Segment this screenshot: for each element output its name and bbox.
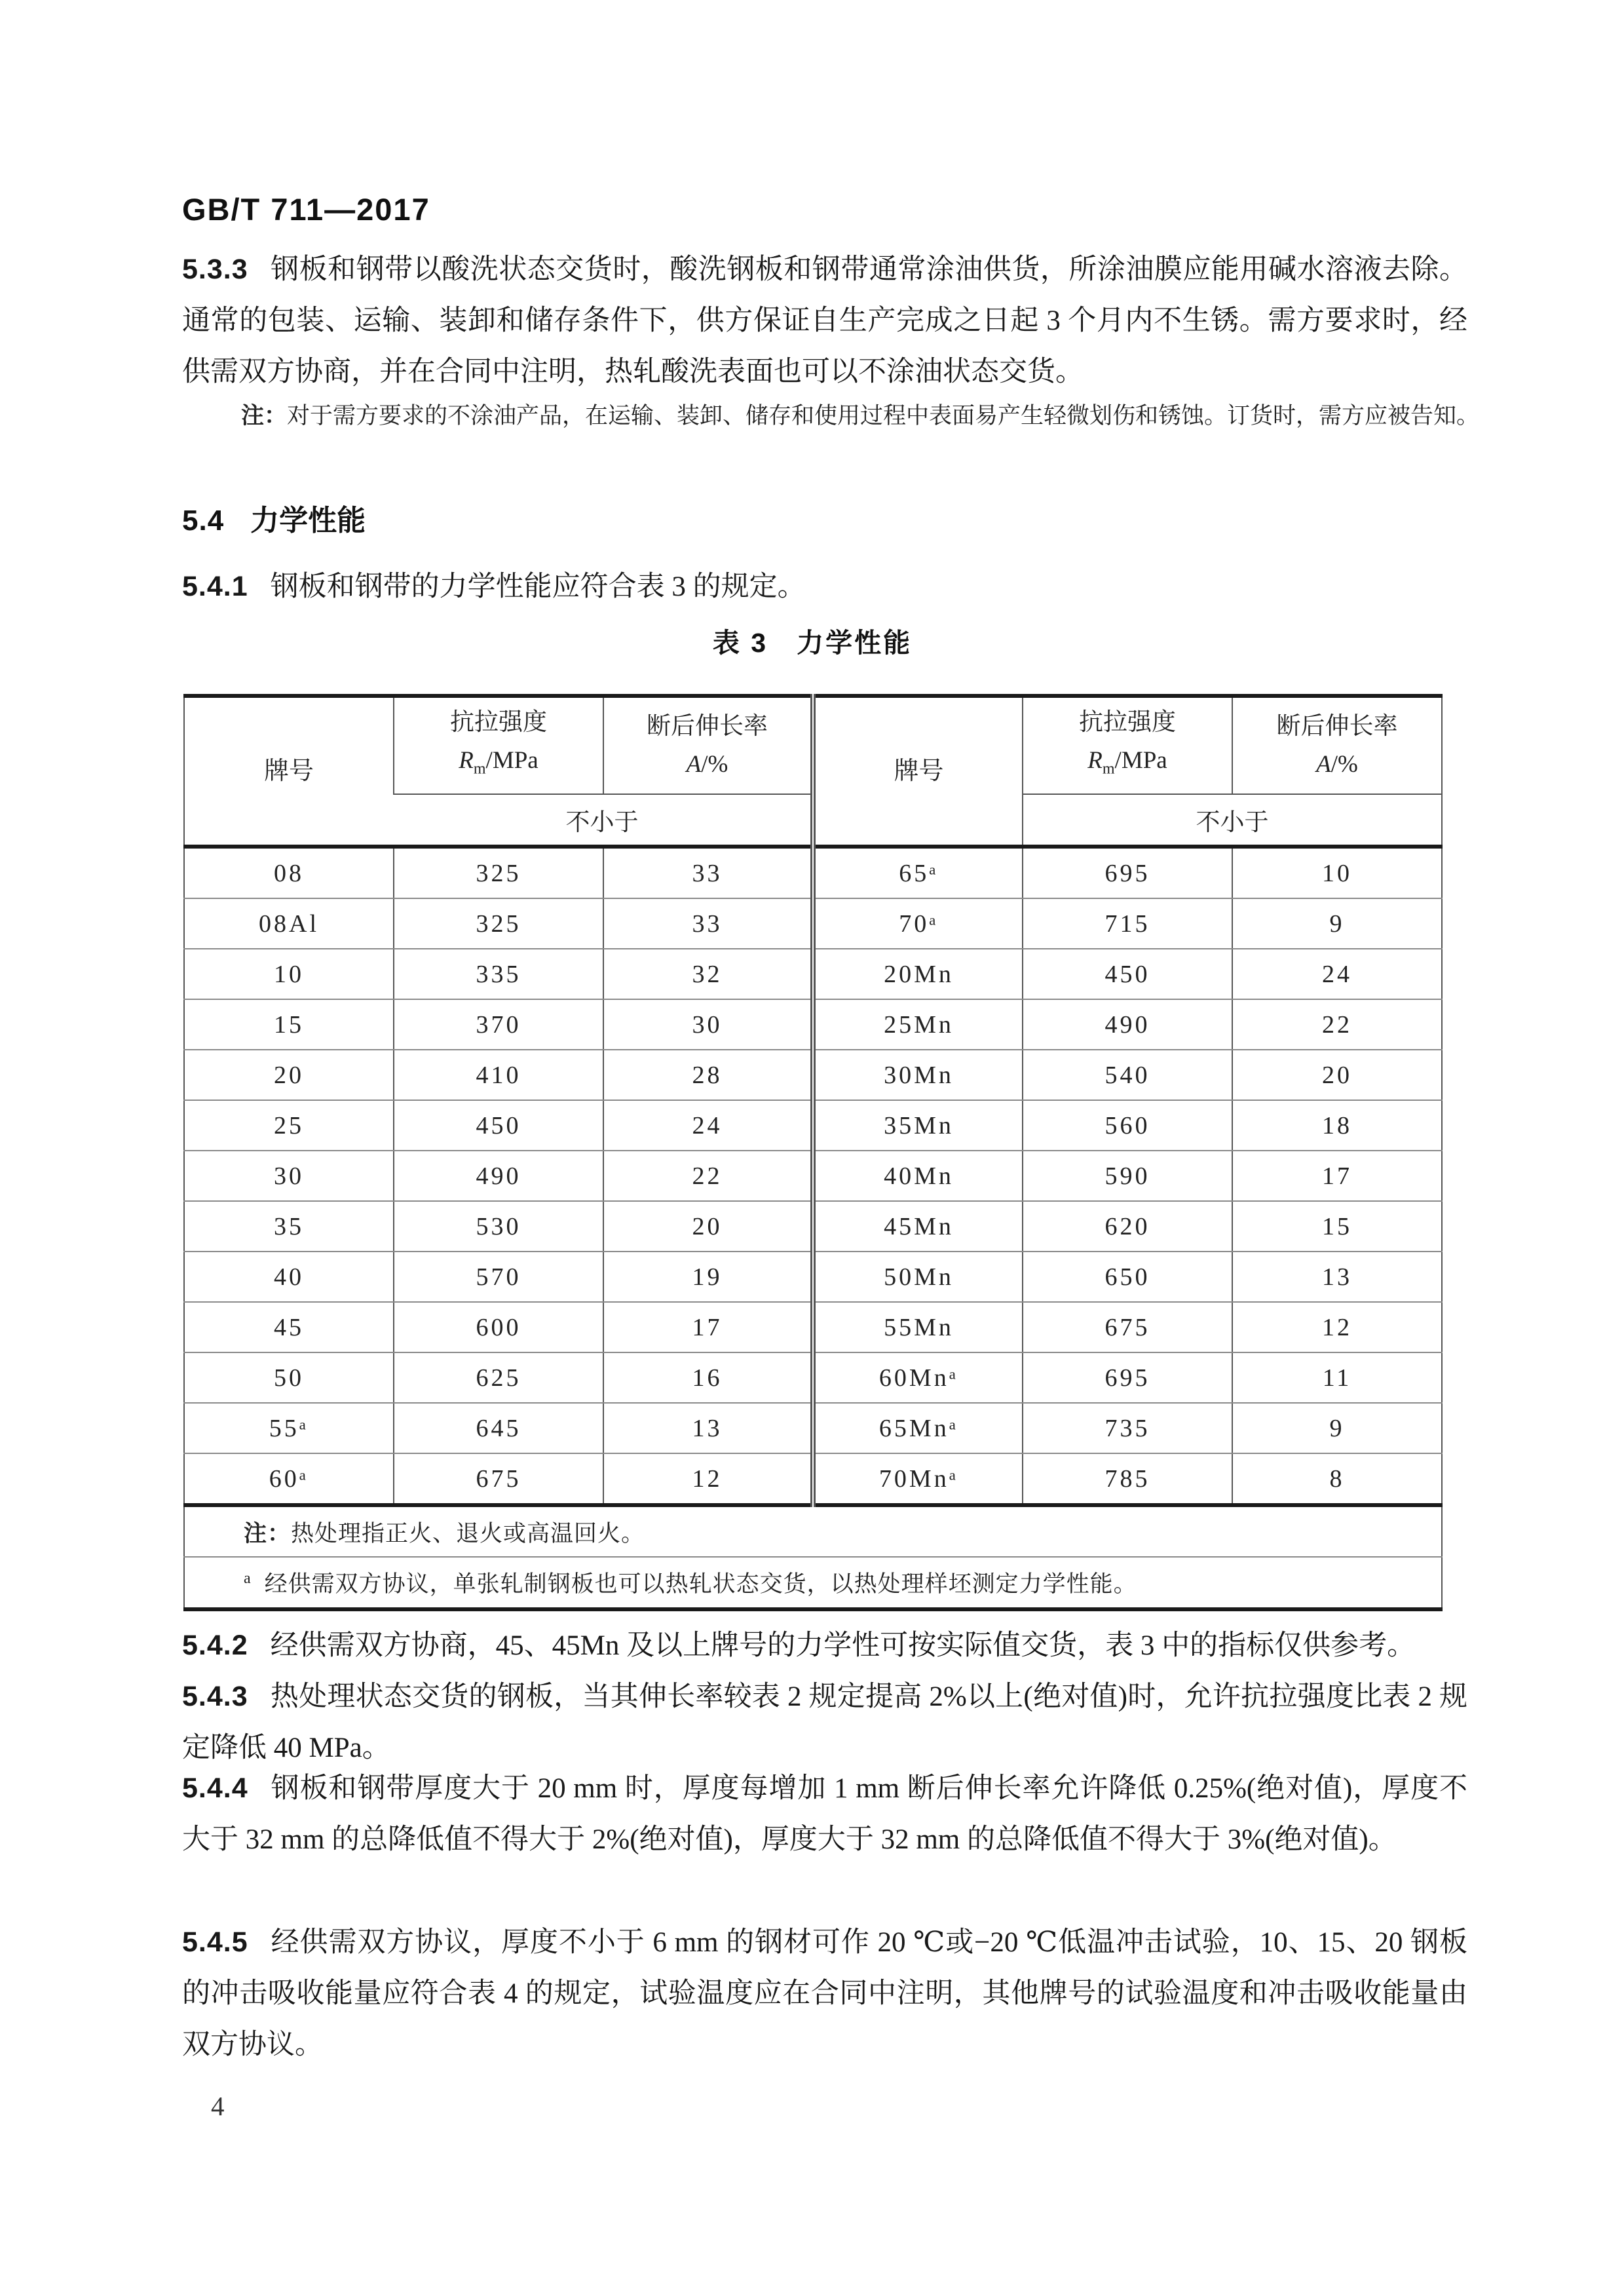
header-tensile-right: 抗拉强度 $R_m$/MPa — [1023, 696, 1232, 794]
table-row — [184, 1453, 1442, 1505]
value-cell: 15 — [1232, 1201, 1442, 1252]
clause-5-4-3-text: 热处理状态交货的钢板，当其伸长率较表 2 规定提高 2%以上(绝对值)时，允许抗拉强度比表 2 规定降低 40 MPa。 — [182, 1681, 1467, 1763]
value-cell: 32 — [603, 949, 813, 999]
value-cell: 325 — [394, 898, 603, 949]
value-cell: 695 — [1023, 847, 1232, 898]
table-3-mechanical-properties — [183, 694, 1443, 1611]
table-row — [184, 898, 1442, 949]
clause-5-4-4-text: 钢板和钢带厚度大于 20 mm 时，厚度每增加 1 mm 断后伸长率允许降低 0.25%(绝对值)，厚度不大于 32 mm 的总降低值不得大于 2%(绝对值)，厚度大于 32 mm 的总降低值不得大于 3%(绝对值)。 — [182, 1773, 1467, 1855]
grade-cell: 35 — [184, 1201, 394, 1252]
not-less-than-right: 不小于 — [1023, 794, 1442, 847]
value-cell: 9 — [1232, 1403, 1442, 1453]
table-row — [184, 1403, 1442, 1453]
clause-5-3-3 — [182, 244, 1467, 398]
table-footnote — [184, 1557, 1442, 1609]
grade-cell: 10 — [184, 949, 394, 999]
value-cell: 620 — [1023, 1201, 1232, 1252]
grade-cell: 45 — [184, 1302, 394, 1352]
grade-cell: 50Mn — [813, 1252, 1023, 1302]
value-cell: 715 — [1023, 898, 1232, 949]
grade-cell: 40 — [184, 1252, 394, 1302]
grade-cell: 35Mn — [813, 1100, 1023, 1151]
grade-cell: 40Mn — [813, 1151, 1023, 1201]
value-cell: 11 — [1232, 1352, 1442, 1403]
header-elongation-right: 断后伸长率 A/% — [1232, 696, 1442, 794]
header-grade-left: 牌号 — [184, 696, 394, 847]
grade-cell: 65ᵃ — [813, 847, 1023, 898]
grade-cell: 55ᵃ — [184, 1403, 394, 1453]
value-cell: 10 — [1232, 847, 1442, 898]
table-row — [184, 1302, 1442, 1352]
table-note — [184, 1505, 1442, 1557]
grade-cell: 20Mn — [813, 949, 1023, 999]
grade-cell: 70Mnᵃ — [813, 1453, 1023, 1505]
value-cell: 560 — [1023, 1100, 1232, 1151]
page-number: 4 — [211, 2091, 225, 2121]
note-label: 注： — [241, 403, 288, 429]
value-cell: 490 — [1023, 999, 1232, 1050]
clause-5-4-2-number: 5.4.2 — [182, 1630, 248, 1661]
grade-cell: 25 — [184, 1100, 394, 1151]
value-cell: 17 — [603, 1302, 813, 1352]
clause-5-4-1-number: 5.4.1 — [182, 571, 248, 602]
value-cell: 650 — [1023, 1252, 1232, 1302]
table-footnote-row — [184, 1557, 1442, 1609]
table-note-text: 热处理指正火、退火或高温回火。 — [291, 1520, 645, 1546]
value-cell: 675 — [394, 1453, 603, 1505]
grade-cell: 45Mn — [813, 1201, 1023, 1252]
grade-cell: 08Al — [184, 898, 394, 949]
footnote-marker: a — [244, 1570, 252, 1588]
grade-cell: 15 — [184, 999, 394, 1050]
heading-5-4-number: 5.4 — [182, 505, 225, 537]
grade-cell: 30Mn — [813, 1050, 1023, 1100]
value-cell: 530 — [394, 1201, 603, 1252]
table-row — [184, 1050, 1442, 1100]
table-row — [184, 949, 1442, 999]
table-note-row — [184, 1505, 1442, 1557]
value-cell: 540 — [1023, 1050, 1232, 1100]
clause-5-4-2-text: 经供需双方协商，45、45Mn 及以上牌号的力学性可按实际值交货，表 3 中的指标仅供参考。 — [270, 1630, 1416, 1661]
heading-5-4 — [182, 497, 366, 539]
value-cell: 735 — [1023, 1403, 1232, 1453]
clause-5-3-3-number: 5.3.3 — [182, 254, 248, 285]
grade-cell: 25Mn — [813, 999, 1023, 1050]
table-row — [184, 847, 1442, 898]
value-cell: 33 — [603, 898, 813, 949]
clause-5-4-3 — [182, 1671, 1467, 1774]
value-cell: 17 — [1232, 1151, 1442, 1201]
clause-5-4-1 — [182, 561, 1467, 613]
value-cell: 20 — [1232, 1050, 1442, 1100]
table-row — [184, 1252, 1442, 1302]
value-cell: 19 — [603, 1252, 813, 1302]
standard-number: GB/T 711—2017 — [182, 192, 430, 227]
value-cell: 28 — [603, 1050, 813, 1100]
table-row — [184, 1201, 1442, 1252]
value-cell: 12 — [1232, 1302, 1442, 1352]
clause-5-3-3-note — [241, 393, 1515, 439]
value-cell: 8 — [1232, 1453, 1442, 1505]
footnote-text: 经供需双方协议，单张轧制钢板也可以热轧状态交货，以热处理样坯测定力学性能。 — [264, 1571, 1137, 1597]
grade-cell: 60Mnᵃ — [813, 1352, 1023, 1403]
grade-cell: 55Mn — [813, 1302, 1023, 1352]
clause-5-4-1-text: 钢板和钢带的力学性能应符合表 3 的规定。 — [270, 571, 806, 602]
grade-cell: 08 — [184, 847, 394, 898]
table-row — [184, 999, 1442, 1050]
value-cell: 22 — [603, 1151, 813, 1201]
grade-cell: 65Mnᵃ — [813, 1403, 1023, 1453]
value-cell: 590 — [1023, 1151, 1232, 1201]
header-grade-right: 牌号 — [813, 696, 1023, 847]
value-cell: 24 — [603, 1100, 813, 1151]
table-note-label: 注： — [244, 1520, 292, 1546]
grade-cell: 60ᵃ — [184, 1453, 394, 1505]
value-cell: 490 — [394, 1151, 603, 1201]
header-elongation-left: 断后伸长率 A/% — [603, 696, 813, 794]
value-cell: 570 — [394, 1252, 603, 1302]
clause-5-4-3-number: 5.4.3 — [182, 1681, 248, 1712]
value-cell: 12 — [603, 1453, 813, 1505]
value-cell: 22 — [1232, 999, 1442, 1050]
grade-cell: 70ᵃ — [813, 898, 1023, 949]
clause-5-3-3-text: 钢板和钢带以酸洗状态交货时，酸洗钢板和钢带通常涂油供货，所涂油膜应能用碱水溶液去除。通常的包装、运输、装卸和储存条件下，供方保证自生产完成之日起 3 个月内不生锈。需方要求时，经供需双方协商，并在合同中注明，热轧酸洗表面也可以不涂油状态交货。 — [182, 254, 1467, 387]
value-cell: 625 — [394, 1352, 603, 1403]
value-cell: 785 — [1023, 1453, 1232, 1505]
value-cell: 410 — [394, 1050, 603, 1100]
table-row — [184, 1352, 1442, 1403]
table-3-caption: 表 3 力学性能 — [712, 628, 913, 658]
clause-5-4-5-text: 经供需双方协议，厚度不小于 6 mm 的钢材可作 20 ℃或−20 ℃低温冲击试验，10、15、20 钢板的冲击吸收能量应符合表 4 的规定，试验温度应在合同中注明，其他牌号的试验温度和冲击吸收能量由双方协议。 — [182, 1927, 1467, 2060]
clause-5-4-2 — [182, 1620, 1467, 1672]
note-text: 对于需方要求的不涂油产品，在运输、装卸、储存和使用过程中表面易产生轻微划伤和锈蚀。订货时，需方应被告知。 — [287, 403, 1480, 429]
table-row — [184, 1100, 1442, 1151]
value-cell: 645 — [394, 1403, 603, 1453]
value-cell: 370 — [394, 999, 603, 1050]
not-less-than-left: 不小于 — [394, 794, 813, 847]
clause-5-4-5 — [182, 1917, 1467, 2071]
grade-cell: 20 — [184, 1050, 394, 1100]
clause-5-4-5-number: 5.4.5 — [182, 1926, 248, 1958]
value-cell: 18 — [1232, 1100, 1442, 1151]
value-cell: 13 — [603, 1403, 813, 1453]
clause-5-4-4-number: 5.4.4 — [182, 1772, 248, 1804]
value-cell: 24 — [1232, 949, 1442, 999]
value-cell: 9 — [1232, 898, 1442, 949]
table-row — [184, 1151, 1442, 1201]
clause-5-4-4 — [182, 1763, 1467, 1866]
value-cell: 325 — [394, 847, 603, 898]
value-cell: 33 — [603, 847, 813, 898]
value-cell: 335 — [394, 949, 603, 999]
value-cell: 695 — [1023, 1352, 1232, 1403]
value-cell: 30 — [603, 999, 813, 1050]
header-tensile-left: 抗拉强度 $R_m$/MPa — [394, 696, 603, 794]
value-cell: 13 — [1232, 1252, 1442, 1302]
value-cell: 450 — [394, 1100, 603, 1151]
value-cell: 16 — [603, 1352, 813, 1403]
value-cell: 600 — [394, 1302, 603, 1352]
table-header-row — [184, 696, 1442, 794]
grade-cell: 50 — [184, 1352, 394, 1403]
value-cell: 450 — [1023, 949, 1232, 999]
heading-5-4-title: 力学性能 — [250, 505, 366, 537]
value-cell: 20 — [603, 1201, 813, 1252]
grade-cell: 30 — [184, 1151, 394, 1201]
value-cell: 675 — [1023, 1302, 1232, 1352]
